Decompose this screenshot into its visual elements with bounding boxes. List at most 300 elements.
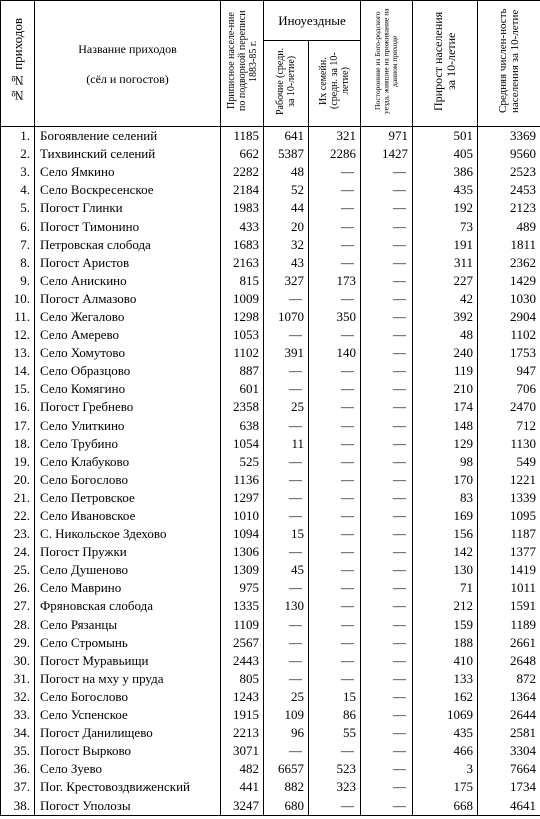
parish-name: Погост Алмазово — [35, 290, 221, 308]
row-num: 37. — [1, 778, 35, 796]
families-cell: 86 — [309, 706, 361, 724]
avg-population-cell: 489 — [478, 217, 540, 235]
parish-name: Село Ямкино — [35, 163, 221, 181]
table-row — [1, 652, 540, 670]
avg-population-cell: 3304 — [478, 742, 540, 760]
growth-cell: 192 — [413, 199, 478, 217]
bogorod-cell: — — [361, 181, 413, 199]
population-cell: 525 — [221, 453, 264, 471]
row-num: 9. — [1, 272, 35, 290]
row-num: 1. — [1, 127, 35, 146]
population-cell: 1185 — [221, 127, 264, 146]
workers-cell: 109 — [264, 706, 309, 724]
row-num: 26. — [1, 579, 35, 597]
row-num: 38. — [1, 796, 35, 815]
workers-cell: 25 — [264, 398, 309, 416]
workers-cell: — — [264, 471, 309, 489]
families-cell: — — [309, 217, 361, 235]
table-row — [1, 272, 540, 290]
row-num: 22. — [1, 507, 35, 525]
row-num: 11. — [1, 308, 35, 326]
bogorod-cell: — — [361, 724, 413, 742]
parish-name: Село Успенское — [35, 706, 221, 724]
table-row — [1, 778, 540, 796]
avg-population-cell: 2470 — [478, 398, 540, 416]
population-cell: 805 — [221, 670, 264, 688]
growth-cell: 129 — [413, 435, 478, 453]
workers-cell: 327 — [264, 272, 309, 290]
avg-population-cell: 1102 — [478, 326, 540, 344]
avg-population-cell: 2661 — [478, 634, 540, 652]
population-cell: 2184 — [221, 181, 264, 199]
growth-cell: 148 — [413, 417, 478, 435]
growth-cell: 501 — [413, 127, 478, 146]
workers-cell: — — [264, 670, 309, 688]
bogorod-cell: — — [361, 597, 413, 615]
table-row — [1, 181, 540, 199]
parish-name: Село Анискино — [35, 272, 221, 290]
table-row — [1, 344, 540, 362]
table-row — [1, 634, 540, 652]
growth-cell: 435 — [413, 724, 478, 742]
avg-population-cell: 1429 — [478, 272, 540, 290]
bogorod-cell: — — [361, 398, 413, 416]
workers-cell: 43 — [264, 254, 309, 272]
table-row — [1, 145, 540, 163]
growth-cell: 156 — [413, 525, 478, 543]
population-cell: 975 — [221, 579, 264, 597]
families-cell: 55 — [309, 724, 361, 742]
avg-population-cell: 947 — [478, 362, 540, 380]
table-row — [1, 543, 540, 561]
avg-population-cell: 1130 — [478, 435, 540, 453]
parish-name: Погост Данилищево — [35, 724, 221, 742]
parish-name: Погост Муравьищи — [35, 652, 221, 670]
families-cell: 350 — [309, 308, 361, 326]
bogorod-cell: — — [361, 778, 413, 796]
workers-cell: — — [264, 634, 309, 652]
parish-name: Село Улиткино — [35, 417, 221, 435]
families-cell: 523 — [309, 760, 361, 778]
workers-cell: — — [264, 326, 309, 344]
row-num: 3. — [1, 163, 35, 181]
growth-cell: 73 — [413, 217, 478, 235]
families-cell: — — [309, 362, 361, 380]
growth-cell: 83 — [413, 489, 478, 507]
bogorod-cell: — — [361, 362, 413, 380]
workers-cell: — — [264, 362, 309, 380]
avg-population-cell: 1095 — [478, 507, 540, 525]
growth-cell: 71 — [413, 579, 478, 597]
growth-cell: 212 — [413, 597, 478, 615]
row-num: 34. — [1, 724, 35, 742]
row-num: 8. — [1, 254, 35, 272]
population-cell: 1683 — [221, 236, 264, 254]
parish-name: Село Рязанцы — [35, 616, 221, 634]
parish-name: Погост Тимонино — [35, 217, 221, 235]
row-num: 32. — [1, 688, 35, 706]
parish-name: Село Хомутово — [35, 344, 221, 362]
growth-cell: 1069 — [413, 706, 478, 724]
workers-cell: — — [264, 742, 309, 760]
workers-cell: 52 — [264, 181, 309, 199]
population-cell: 2213 — [221, 724, 264, 742]
header-bogorod: Посторонние из Бого-родского уезда, жившие на проживание на данном приходе — [361, 1, 413, 127]
population-cell: 1915 — [221, 706, 264, 724]
table-row — [1, 760, 540, 778]
workers-cell: 44 — [264, 199, 309, 217]
families-cell: — — [309, 398, 361, 416]
parish-name: Село Трубино — [35, 435, 221, 453]
workers-cell: — — [264, 616, 309, 634]
bogorod-cell: — — [361, 616, 413, 634]
table-row — [1, 688, 540, 706]
parish-name: Погост Гребнево — [35, 398, 221, 416]
bogorod-cell: — — [361, 706, 413, 724]
families-cell: — — [309, 417, 361, 435]
parish-name: Пог. Крестовоздвиженский — [35, 778, 221, 796]
header-group-inouezd: Иноуездные — [264, 1, 361, 41]
bogorod-cell: — — [361, 435, 413, 453]
table-row — [1, 525, 540, 543]
growth-cell: 210 — [413, 380, 478, 398]
families-cell: — — [309, 796, 361, 815]
population-cell: 887 — [221, 362, 264, 380]
growth-cell: 435 — [413, 181, 478, 199]
parish-name: Село Образцово — [35, 362, 221, 380]
table-row — [1, 290, 540, 308]
population-cell: 1010 — [221, 507, 264, 525]
growth-cell: 170 — [413, 471, 478, 489]
population-cell: 3247 — [221, 796, 264, 815]
avg-population-cell: 4641 — [478, 796, 540, 815]
avg-population-cell: 2904 — [478, 308, 540, 326]
parish-name: Село Воскресенское — [35, 181, 221, 199]
bogorod-cell: — — [361, 507, 413, 525]
population-cell: 3071 — [221, 742, 264, 760]
population-cell: 2358 — [221, 398, 264, 416]
workers-cell: 45 — [264, 561, 309, 579]
families-cell: 15 — [309, 688, 361, 706]
workers-cell: 32 — [264, 236, 309, 254]
header-growth: Прирост населения за 10-летие — [413, 1, 478, 127]
population-cell: 482 — [221, 760, 264, 778]
row-num: 15. — [1, 380, 35, 398]
growth-cell: 175 — [413, 778, 478, 796]
row-num: 14. — [1, 362, 35, 380]
population-cell: 2163 — [221, 254, 264, 272]
table-row — [1, 127, 540, 146]
families-cell: 321 — [309, 127, 361, 146]
row-num: 31. — [1, 670, 35, 688]
parish-name: Погост Пружки — [35, 543, 221, 561]
population-cell: 1309 — [221, 561, 264, 579]
population-cell: 441 — [221, 778, 264, 796]
row-num: 16. — [1, 398, 35, 416]
population-cell: 601 — [221, 380, 264, 398]
avg-population-cell: 2648 — [478, 652, 540, 670]
bogorod-cell: — — [361, 344, 413, 362]
avg-population-cell: 3369 — [478, 127, 540, 146]
row-num: 7. — [1, 236, 35, 254]
row-num: 28. — [1, 616, 35, 634]
table-row — [1, 398, 540, 416]
growth-cell: 98 — [413, 453, 478, 471]
table-row — [1, 724, 540, 742]
parish-name: Село Душеново — [35, 561, 221, 579]
avg-population-cell: 1011 — [478, 579, 540, 597]
workers-cell: 96 — [264, 724, 309, 742]
population-cell: 2282 — [221, 163, 264, 181]
growth-cell: 130 — [413, 561, 478, 579]
population-cell: 433 — [221, 217, 264, 235]
parish-name: Село Амерево — [35, 326, 221, 344]
parish-name: Погост Вырково — [35, 742, 221, 760]
row-num: 33. — [1, 706, 35, 724]
table-row — [1, 471, 540, 489]
parish-name: Фряновская слобода — [35, 597, 221, 615]
table-row — [1, 561, 540, 579]
population-cell: 1335 — [221, 597, 264, 615]
parish-name: Село Комягино — [35, 380, 221, 398]
families-cell: — — [309, 525, 361, 543]
workers-cell: 641 — [264, 127, 309, 146]
header-num: №№ приходов — [1, 1, 35, 127]
row-num: 21. — [1, 489, 35, 507]
table-row — [1, 435, 540, 453]
bogorod-cell: — — [361, 760, 413, 778]
workers-cell: 20 — [264, 217, 309, 235]
bogorod-cell: 1427 — [361, 145, 413, 163]
bogorod-cell: — — [361, 489, 413, 507]
table-row — [1, 597, 540, 615]
bogorod-cell: — — [361, 742, 413, 760]
table-row — [1, 579, 540, 597]
row-num: 6. — [1, 217, 35, 235]
bogorod-cell: — — [361, 688, 413, 706]
workers-cell: — — [264, 380, 309, 398]
avg-population-cell: 2523 — [478, 163, 540, 181]
avg-population-cell: 872 — [478, 670, 540, 688]
avg-population-cell: 1377 — [478, 543, 540, 561]
parish-name: Тихвинский селений — [35, 145, 221, 163]
workers-cell: 391 — [264, 344, 309, 362]
workers-cell: 680 — [264, 796, 309, 815]
parish-name: Село Клабуково — [35, 453, 221, 471]
growth-cell: 466 — [413, 742, 478, 760]
population-cell: 1053 — [221, 326, 264, 344]
parish-name: Село Ивановское — [35, 507, 221, 525]
families-cell: — — [309, 507, 361, 525]
population-cell: 1297 — [221, 489, 264, 507]
families-cell: — — [309, 236, 361, 254]
families-cell: — — [309, 453, 361, 471]
population-cell: 1136 — [221, 471, 264, 489]
table-row — [1, 489, 540, 507]
header-name — [35, 1, 221, 127]
families-cell: 173 — [309, 272, 361, 290]
table-row — [1, 742, 540, 760]
workers-cell: — — [264, 290, 309, 308]
row-num: 29. — [1, 634, 35, 652]
row-num: 27. — [1, 597, 35, 615]
growth-cell: 392 — [413, 308, 478, 326]
parish-name: Село Зуево — [35, 760, 221, 778]
avg-population-cell: 549 — [478, 453, 540, 471]
growth-cell: 3 — [413, 760, 478, 778]
avg-population-cell: 1753 — [478, 344, 540, 362]
population-cell: 1298 — [221, 308, 264, 326]
bogorod-cell: — — [361, 308, 413, 326]
growth-cell: 174 — [413, 398, 478, 416]
table-row — [1, 670, 540, 688]
avg-population-cell: 2453 — [478, 181, 540, 199]
parish-name: Село Петровское — [35, 489, 221, 507]
families-cell: — — [309, 489, 361, 507]
avg-population-cell: 1419 — [478, 561, 540, 579]
table-row — [1, 706, 540, 724]
growth-cell: 119 — [413, 362, 478, 380]
row-num: 12. — [1, 326, 35, 344]
bogorod-cell: — — [361, 217, 413, 235]
table-body — [1, 127, 540, 816]
row-num: 13. — [1, 344, 35, 362]
parish-name: Село Маврино — [35, 579, 221, 597]
table-row — [1, 417, 540, 435]
table-row — [1, 199, 540, 217]
avg-population-cell: 1591 — [478, 597, 540, 615]
population-cell: 638 — [221, 417, 264, 435]
row-num: 36. — [1, 760, 35, 778]
parish-name: Село Жегалово — [35, 308, 221, 326]
population-cell: 1054 — [221, 435, 264, 453]
growth-cell: 142 — [413, 543, 478, 561]
bogorod-cell: — — [361, 453, 413, 471]
population-cell: 1109 — [221, 616, 264, 634]
growth-cell: 191 — [413, 236, 478, 254]
bogorod-cell: — — [361, 561, 413, 579]
row-num: 10. — [1, 290, 35, 308]
workers-cell: — — [264, 652, 309, 670]
families-cell: — — [309, 597, 361, 615]
growth-cell: 42 — [413, 290, 478, 308]
population-cell: 1102 — [221, 344, 264, 362]
avg-population-cell: 712 — [478, 417, 540, 435]
workers-cell: — — [264, 453, 309, 471]
families-cell: — — [309, 543, 361, 561]
families-cell: 323 — [309, 778, 361, 796]
growth-cell: 133 — [413, 670, 478, 688]
families-cell: — — [309, 254, 361, 272]
growth-cell: 311 — [413, 254, 478, 272]
families-cell: — — [309, 380, 361, 398]
header-workers: Рабочие (среди. за 10-летие) — [264, 41, 309, 127]
row-num: 17. — [1, 417, 35, 435]
avg-population-cell: 7664 — [478, 760, 540, 778]
bogorod-cell: — — [361, 290, 413, 308]
families-cell: — — [309, 616, 361, 634]
population-cell: 1306 — [221, 543, 264, 561]
avg-population-cell: 2644 — [478, 706, 540, 724]
families-cell: — — [309, 199, 361, 217]
table-row — [1, 616, 540, 634]
growth-cell: 410 — [413, 652, 478, 670]
workers-cell: — — [264, 417, 309, 435]
avg-population-cell: 2123 — [478, 199, 540, 217]
bogorod-cell: — — [361, 670, 413, 688]
growth-cell: 405 — [413, 145, 478, 163]
avg-population-cell: 1221 — [478, 471, 540, 489]
parish-name: Погост Уполозы — [35, 796, 221, 815]
table-row — [1, 362, 540, 380]
families-cell: — — [309, 181, 361, 199]
bogorod-cell: — — [361, 634, 413, 652]
families-cell: — — [309, 561, 361, 579]
table-row — [1, 236, 540, 254]
workers-cell: 48 — [264, 163, 309, 181]
growth-cell: 240 — [413, 344, 478, 362]
bogorod-cell: — — [361, 796, 413, 815]
families-cell: — — [309, 634, 361, 652]
workers-cell: 5387 — [264, 145, 309, 163]
growth-cell: 162 — [413, 688, 478, 706]
workers-cell: — — [264, 579, 309, 597]
avg-population-cell: 1811 — [478, 236, 540, 254]
growth-cell: 668 — [413, 796, 478, 815]
table-row — [1, 254, 540, 272]
bogorod-cell: — — [361, 417, 413, 435]
avg-population-cell: 1339 — [478, 489, 540, 507]
bogorod-cell: — — [361, 652, 413, 670]
bogorod-cell: 971 — [361, 127, 413, 146]
population-cell: 1009 — [221, 290, 264, 308]
row-num: 20. — [1, 471, 35, 489]
workers-cell: 25 — [264, 688, 309, 706]
avg-population-cell: 2362 — [478, 254, 540, 272]
bogorod-cell: — — [361, 236, 413, 254]
families-cell: — — [309, 652, 361, 670]
population-cell: 815 — [221, 272, 264, 290]
row-num: 18. — [1, 435, 35, 453]
header-pop: Приписное населе-ние по подворной переписи 1883-85 г. — [221, 1, 264, 127]
population-cell: 2443 — [221, 652, 264, 670]
bogorod-cell: — — [361, 579, 413, 597]
avg-population-cell: 706 — [478, 380, 540, 398]
workers-cell: — — [264, 507, 309, 525]
parish-name: Погост Глинки — [35, 199, 221, 217]
parish-name: Село Стромынь — [35, 634, 221, 652]
bogorod-cell: — — [361, 471, 413, 489]
workers-cell: — — [264, 543, 309, 561]
population-cell: 662 — [221, 145, 264, 163]
row-num: 30. — [1, 652, 35, 670]
row-num: 4. — [1, 181, 35, 199]
workers-cell: 130 — [264, 597, 309, 615]
workers-cell: 882 — [264, 778, 309, 796]
growth-cell: 188 — [413, 634, 478, 652]
families-cell: — — [309, 742, 361, 760]
workers-cell: 1070 — [264, 308, 309, 326]
bogorod-cell: — — [361, 199, 413, 217]
avg-population-cell: 1189 — [478, 616, 540, 634]
bogorod-cell: — — [361, 272, 413, 290]
row-num: 19. — [1, 453, 35, 471]
table-row — [1, 453, 540, 471]
bogorod-cell: — — [361, 525, 413, 543]
avg-population-cell: 1187 — [478, 525, 540, 543]
bogorod-cell: — — [361, 326, 413, 344]
population-cell: 1243 — [221, 688, 264, 706]
